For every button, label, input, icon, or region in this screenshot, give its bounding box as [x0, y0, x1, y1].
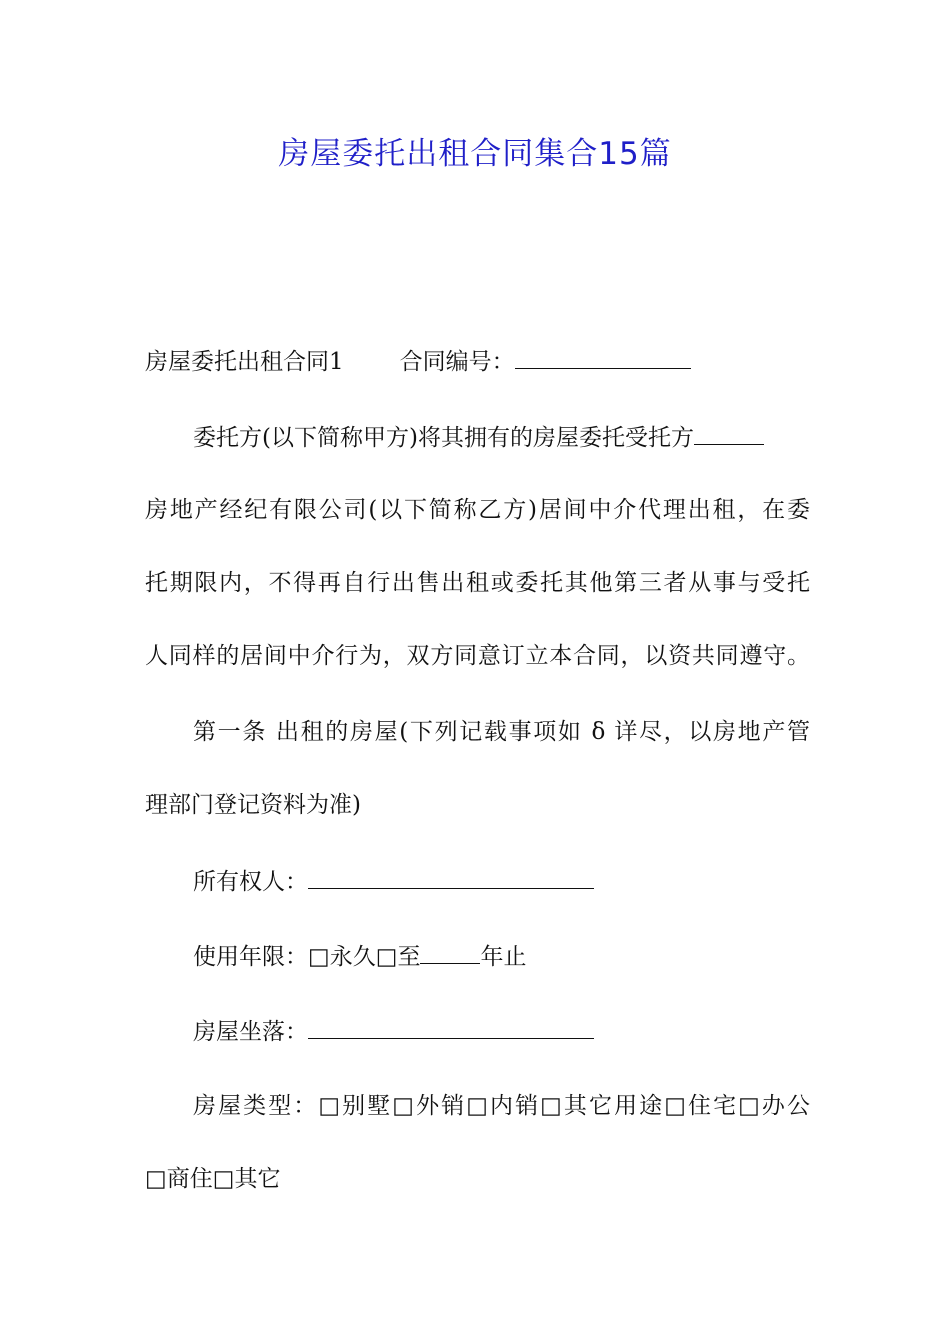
location-line — [193, 1014, 810, 1048]
type-line1: 房屋类型：□别墅□外销□内销□其它用途□住宅□办公 — [193, 1093, 810, 1119]
para1-line1-text: 委托方(以下简称甲方)将其拥有的房屋委托受托方 — [193, 425, 694, 451]
term-options: □永久□至 — [308, 944, 421, 970]
term-year-blank — [420, 939, 480, 964]
owner-label: 所有权人： — [193, 869, 308, 895]
article1-line2: 理部门登记资料为准) — [145, 792, 361, 818]
owner-line — [193, 864, 810, 898]
location-label: 房屋坐落： — [193, 1019, 308, 1045]
trustee-name-blank — [694, 420, 764, 445]
term-line — [193, 939, 810, 973]
para1-line1 — [193, 420, 810, 454]
term-until: 年止 — [480, 944, 527, 970]
article1-line1: 第一条 出租的房屋(下列记载事项如 δ 详尽，以房地产管 — [193, 719, 810, 745]
owner-blank — [308, 864, 594, 889]
contract-heading-line — [145, 344, 810, 378]
document-title: 房屋委托出租合同集合15篇 — [278, 136, 672, 172]
term-label: 使用年限： — [193, 944, 308, 970]
para1-line2: 房地产经纪有限公司(以下简称乙方)居间中介代理出租，在委 — [145, 497, 810, 523]
location-blank — [308, 1014, 594, 1039]
para1-line4: 人同样的居间中介行为，双方同意订立本合同，以资共同遵守。 — [145, 643, 810, 669]
type-line2: □商住□其它 — [145, 1166, 281, 1192]
para1-line3: 托期限内，不得再自行出售出租或委托其他第三者从事与受托 — [145, 570, 810, 596]
contract-number-blank — [515, 344, 691, 369]
contract-number-label: 合同编号： — [399, 349, 515, 375]
contract-heading: 房屋委托出租合同1 — [145, 349, 344, 375]
